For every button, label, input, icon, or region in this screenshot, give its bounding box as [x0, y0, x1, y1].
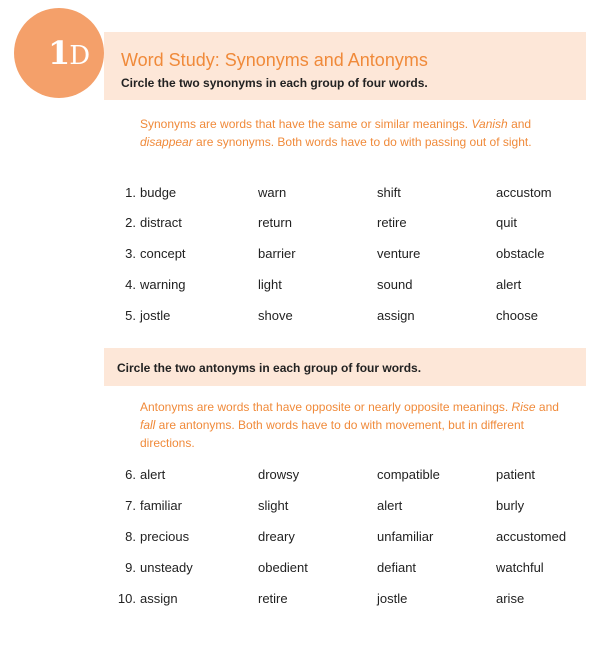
word-option[interactable]: light [258, 277, 282, 292]
word-row: 8. precious dreary unfamiliar accustomed [125, 529, 567, 544]
word-option[interactable]: shove [258, 308, 293, 323]
word-option[interactable]: accustomed [496, 529, 567, 544]
word-option[interactable]: quit [496, 215, 517, 230]
word-option[interactable]: obstacle [496, 246, 545, 261]
word-option[interactable]: jostle [140, 308, 171, 323]
word-row: 5. jostle shove assign choose [125, 308, 538, 323]
word-option[interactable]: jostle [377, 591, 408, 606]
word-option[interactable]: accustom [496, 185, 552, 200]
word-row: 9. unsteady obedient defiant watchful [125, 560, 544, 575]
synonyms-instruction: Circle the two synonyms in each group of four words. [121, 76, 428, 90]
word-row: 2. distract return retire quit [125, 215, 517, 230]
word-option[interactable]: barrier [258, 246, 296, 261]
word-option[interactable]: alert [496, 277, 522, 292]
word-option[interactable]: budge [140, 185, 177, 200]
word-option[interactable]: alert [377, 498, 403, 513]
word-option[interactable]: drowsy [258, 467, 300, 482]
word-option[interactable]: patient [496, 467, 536, 482]
word-option[interactable]: obedient [258, 560, 308, 575]
word-option[interactable]: arise [496, 591, 525, 606]
word-row: 7. familiar slight alert burly [125, 498, 525, 513]
word-option[interactable]: venture [377, 246, 421, 261]
word-option[interactable]: assign [140, 591, 178, 606]
word-option[interactable]: distract [140, 215, 182, 230]
word-row: 1. budge warn shift accustom [125, 185, 552, 200]
word-option[interactable]: retire [377, 215, 407, 230]
word-option[interactable]: precious [140, 529, 190, 544]
word-row: 4. warning light sound alert [125, 277, 522, 292]
word-option[interactable]: defiant [377, 560, 417, 575]
word-option[interactable]: return [258, 215, 292, 230]
word-option[interactable]: familiar [140, 498, 182, 513]
synonyms-note: Synonyms are words that have the same or similar meanings. Vanish and disappear are synonyms. Both words have to do with passing out of sight. [140, 117, 532, 149]
word-option[interactable]: sound [377, 277, 413, 292]
word-option[interactable]: retire [258, 591, 288, 606]
word-option[interactable]: alert [140, 467, 166, 482]
antonyms-instruction: Circle the two antonyms in each group of four words. [117, 361, 422, 375]
word-option[interactable]: warning [140, 277, 186, 292]
word-option[interactable]: assign [377, 308, 415, 323]
word-option[interactable]: burly [496, 498, 525, 513]
word-row: 10. assign retire jostle arise [117, 591, 525, 606]
word-row: 6. alert drowsy compatible patient [125, 467, 536, 482]
word-option[interactable]: choose [496, 308, 538, 323]
page-title: Word Study: Synonyms and Antonyms [121, 50, 428, 70]
word-option[interactable]: unsteady [140, 560, 193, 575]
word-option[interactable]: warn [258, 185, 287, 200]
word-option[interactable]: shift [377, 185, 401, 200]
lesson-number: 1D [48, 34, 90, 72]
word-row: 3. concept barrier venture obstacle [125, 246, 545, 261]
word-option[interactable]: compatible [377, 467, 440, 482]
word-option[interactable]: unfamiliar [377, 529, 434, 544]
word-option[interactable]: dreary [258, 529, 295, 544]
antonyms-note: Antonyms are words that have opposite or nearly opposite meanings. Rise and fall are antonyms. Both words have to do with movement, but in different directions. [140, 400, 559, 450]
word-option[interactable]: watchful [496, 560, 544, 575]
word-option[interactable]: slight [258, 498, 289, 513]
lesson-badge [14, 8, 104, 98]
word-option[interactable]: concept [140, 246, 186, 261]
